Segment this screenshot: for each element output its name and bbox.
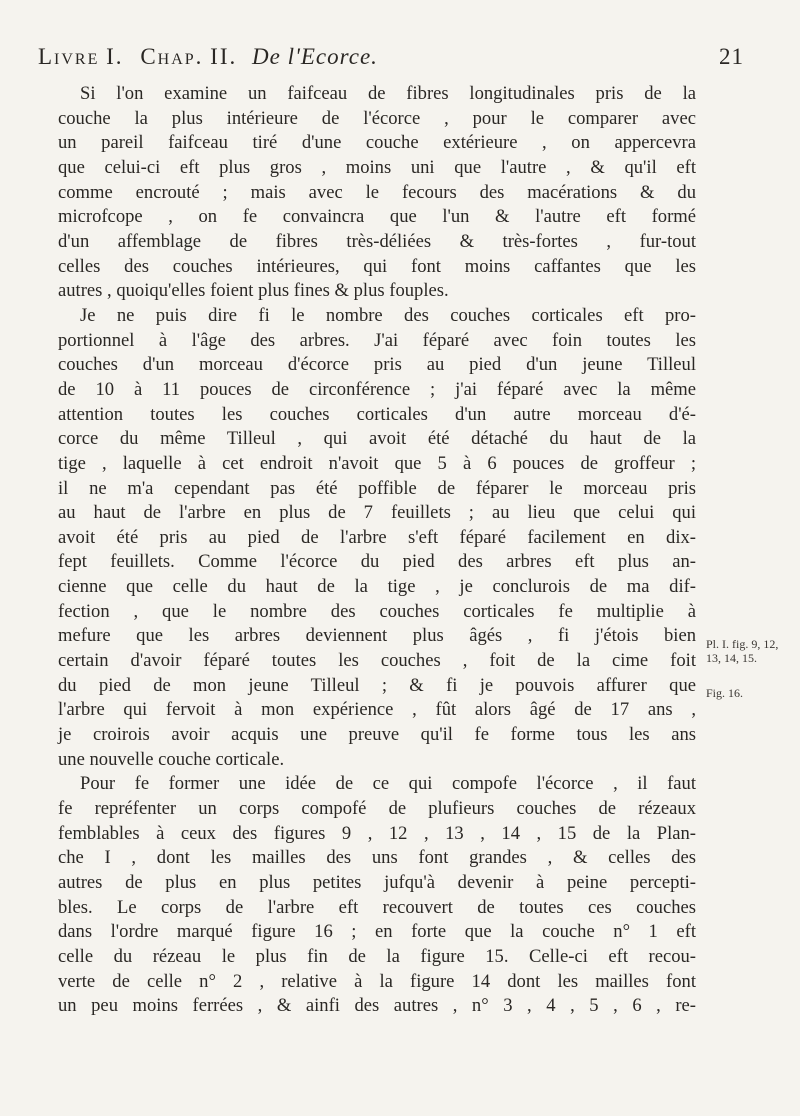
text-line: celles des couches intérieures, qui font moins caffantes que les [58, 255, 696, 277]
text-line: bles. Le corps de l'arbre eft recouvert de toutes ces couches [58, 896, 696, 918]
text-line: comme encrouté ; mais avec le fecours des macérations & du [58, 181, 696, 203]
text-line: dans l'ordre marqué figure 16 ; en forte que la couche n° 1 eft [58, 921, 696, 943]
text-line: certain d'avoir féparé toutes les couches , foit de la cime foit [58, 650, 696, 672]
text-line: autres de plus en plus petites jufqu'à devenir à peine percepti- [58, 872, 696, 893]
margin-note-plate: Pl. I. fig. 9, 12, 13, 14, 15. [706, 637, 779, 665]
text-line: fection , que le nombre des couches corticales fe multiplie à [58, 600, 696, 622]
body-text [58, 82, 696, 1019]
text-line: une nouvelle couche corticale. [58, 748, 285, 770]
text-line: Pour fe former une idée de ce qui compofe l'écorce , il faut [80, 773, 696, 795]
paragraph [58, 304, 696, 772]
text-line: l'arbre qui fervoit à mon expérience , fût alors âgé de 17 ans , [58, 699, 696, 721]
text-line: avoit été pris au pied de l'arbre s'eft féparé facilement en dix- [58, 526, 696, 548]
text-line: couche la plus intérieure de l'écorce , pour le comparer avec [58, 107, 696, 129]
text-line: Je ne puis dire fi le nombre des couches corticales eft pro- [80, 304, 696, 326]
header-book-num: I. [106, 44, 124, 69]
text-line: microfcope , on fe convaincra que l'un & l'autre eft formé [58, 206, 696, 228]
text-line: corce du même Tilleul , qui avoit été détaché du haut de la [58, 428, 696, 450]
header-book: Livre [38, 44, 100, 69]
header-chap-num: II. [210, 44, 238, 69]
text-line: tige , laquelle à cet endroit n'avoit que 5 à 6 pouces de groffeur ; [58, 452, 696, 474]
text-line: que celui-ci eft plus gros , moins uni que l'autre , & qu'il eft [58, 156, 696, 178]
header-chap: Chap. [140, 44, 204, 69]
text-line: un peu moins ferrées , & ainfi des autres , n° 3 , 4 , 5 , 6 , re- [58, 995, 696, 1017]
text-line: il ne m'a cependant pas été poffible de féparer le morceau pris [58, 477, 696, 499]
margin-note-figure: Fig. 16. [706, 686, 744, 700]
text-line: che I , dont les mailles des uns font grandes , & celles des [58, 847, 696, 869]
paragraph [58, 772, 696, 1019]
text-line: attention toutes les couches corticales d'un autre morceau d'é- [58, 403, 696, 425]
header-title: De l'Ecorce. [252, 44, 378, 69]
paragraph [58, 82, 696, 304]
text-line: autres , quoiqu'elles foient plus fines & plus fouples. [58, 280, 449, 302]
text-line: je croirois avoir acquis une preuve qu'il fe forme tous les ans [58, 724, 696, 746]
text-line: de 10 à 11 pouces de circonférence ; j'ai féparé avec la même [58, 378, 696, 400]
text-line: mefure que les arbres deviennent plus âgés , fi j'étois bien [58, 625, 696, 647]
text-line: fe repréfenter un corps compofé de plufieurs couches de rézeaux [58, 798, 696, 820]
text-line: verte de celle n° 2 , relative à la figure 14 dont les mailles font [58, 970, 696, 992]
page-number: 21 [719, 44, 744, 69]
text-line: cienne que celle du haut de la tige , je conclurois de ma dif- [58, 576, 696, 598]
text-line: fept feuillets. Comme l'écorce du pied des arbres eft plus an- [58, 551, 696, 573]
text-line: portionnel à l'âge des arbres. J'ai féparé avec foin toutes les [58, 329, 696, 351]
text-line: celle du rézeau le plus fin de la figure 15. Celle-ci eft recou- [58, 945, 696, 967]
text-line: d'un affemblage de fibres très-déliées & très-fortes , fur-tout [58, 230, 696, 252]
text-line: un pareil faifceau tiré d'une couche extérieure , on appercevra [58, 132, 696, 154]
text-line: femblables à ceux des figures 9 , 12 , 13 , 14 , 15 de la Plan- [58, 822, 696, 844]
text-line: du pied de mon jeune Tilleul ; & fi je pouvois affurer que [58, 674, 696, 696]
text-line: couches d'un morceau d'écorce pris au pied d'un jeune Tilleul [58, 354, 696, 376]
text-line: Si l'on examine un faifceau de fibres longitudinales pris de la [80, 83, 696, 104]
text-line: au haut de l'arbre en plus de 7 feuillets ; au lieu que celui qui [58, 502, 696, 524]
running-head [38, 44, 744, 70]
